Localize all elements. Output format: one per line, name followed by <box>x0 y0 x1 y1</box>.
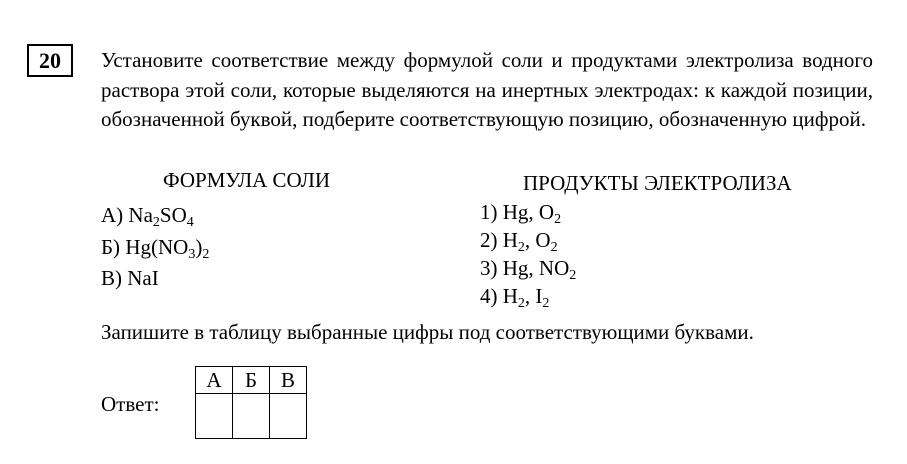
salt-item-v <box>101 266 159 291</box>
answer-cell-b[interactable] <box>233 394 270 439</box>
product-label: 2) <box>480 228 498 252</box>
question-number: 20 <box>27 44 73 77</box>
product-item-1 <box>480 200 561 225</box>
product-formula: Hg, $O_2$ <box>502 200 562 227</box>
salt-item-b <box>101 235 209 260</box>
salt-item-a <box>101 203 194 228</box>
product-formula: $H_2$, $O_2$ <box>502 228 558 255</box>
product-label: 4) <box>480 284 498 308</box>
salt-label: Б) <box>101 235 121 259</box>
product-item-4 <box>480 284 549 309</box>
product-label: 1) <box>480 200 498 224</box>
salt-label: В) <box>101 266 122 290</box>
answer-column-header: В <box>270 367 307 394</box>
answer-label: Ответ: <box>101 392 160 416</box>
product-item-2 <box>480 228 558 253</box>
product-formula: Hg, $NO_2$ <box>502 256 577 283</box>
salt-formula: $Hg(NO_3)_2$ <box>125 235 210 262</box>
answer-cell-v[interactable] <box>270 394 307 439</box>
answer-column-header: Б <box>233 367 270 394</box>
answer-table <box>195 366 307 439</box>
salt-label: А) <box>101 203 124 227</box>
answer-cell-a[interactable] <box>196 394 233 439</box>
salt-formula: $Na_2SO_4$ <box>128 203 194 230</box>
task-text: Установите соответствие между формулой соли и продуктами электролиза водного раствора этой соли, которые выделяются на инертных электродах: к каждой позиции, обозначенной буквой, подберите соответствующую позицию, обозначенную цифрой. <box>101 48 873 131</box>
salt-formula: NaI <box>127 266 159 290</box>
salt-column-header: ФОРМУЛА СОЛИ <box>163 168 331 192</box>
product-label: 3) <box>480 256 498 280</box>
products-column-header: ПРОДУКТЫ ЭЛЕКТРОЛИЗА <box>523 171 792 195</box>
product-item-3 <box>480 256 576 281</box>
answer-column-header: А <box>196 367 233 394</box>
instruction-text: Запишите в таблицу выбранные цифры под соответствующими буквами. <box>101 320 754 344</box>
product-formula: $H_2$, $I_2$ <box>502 284 550 311</box>
